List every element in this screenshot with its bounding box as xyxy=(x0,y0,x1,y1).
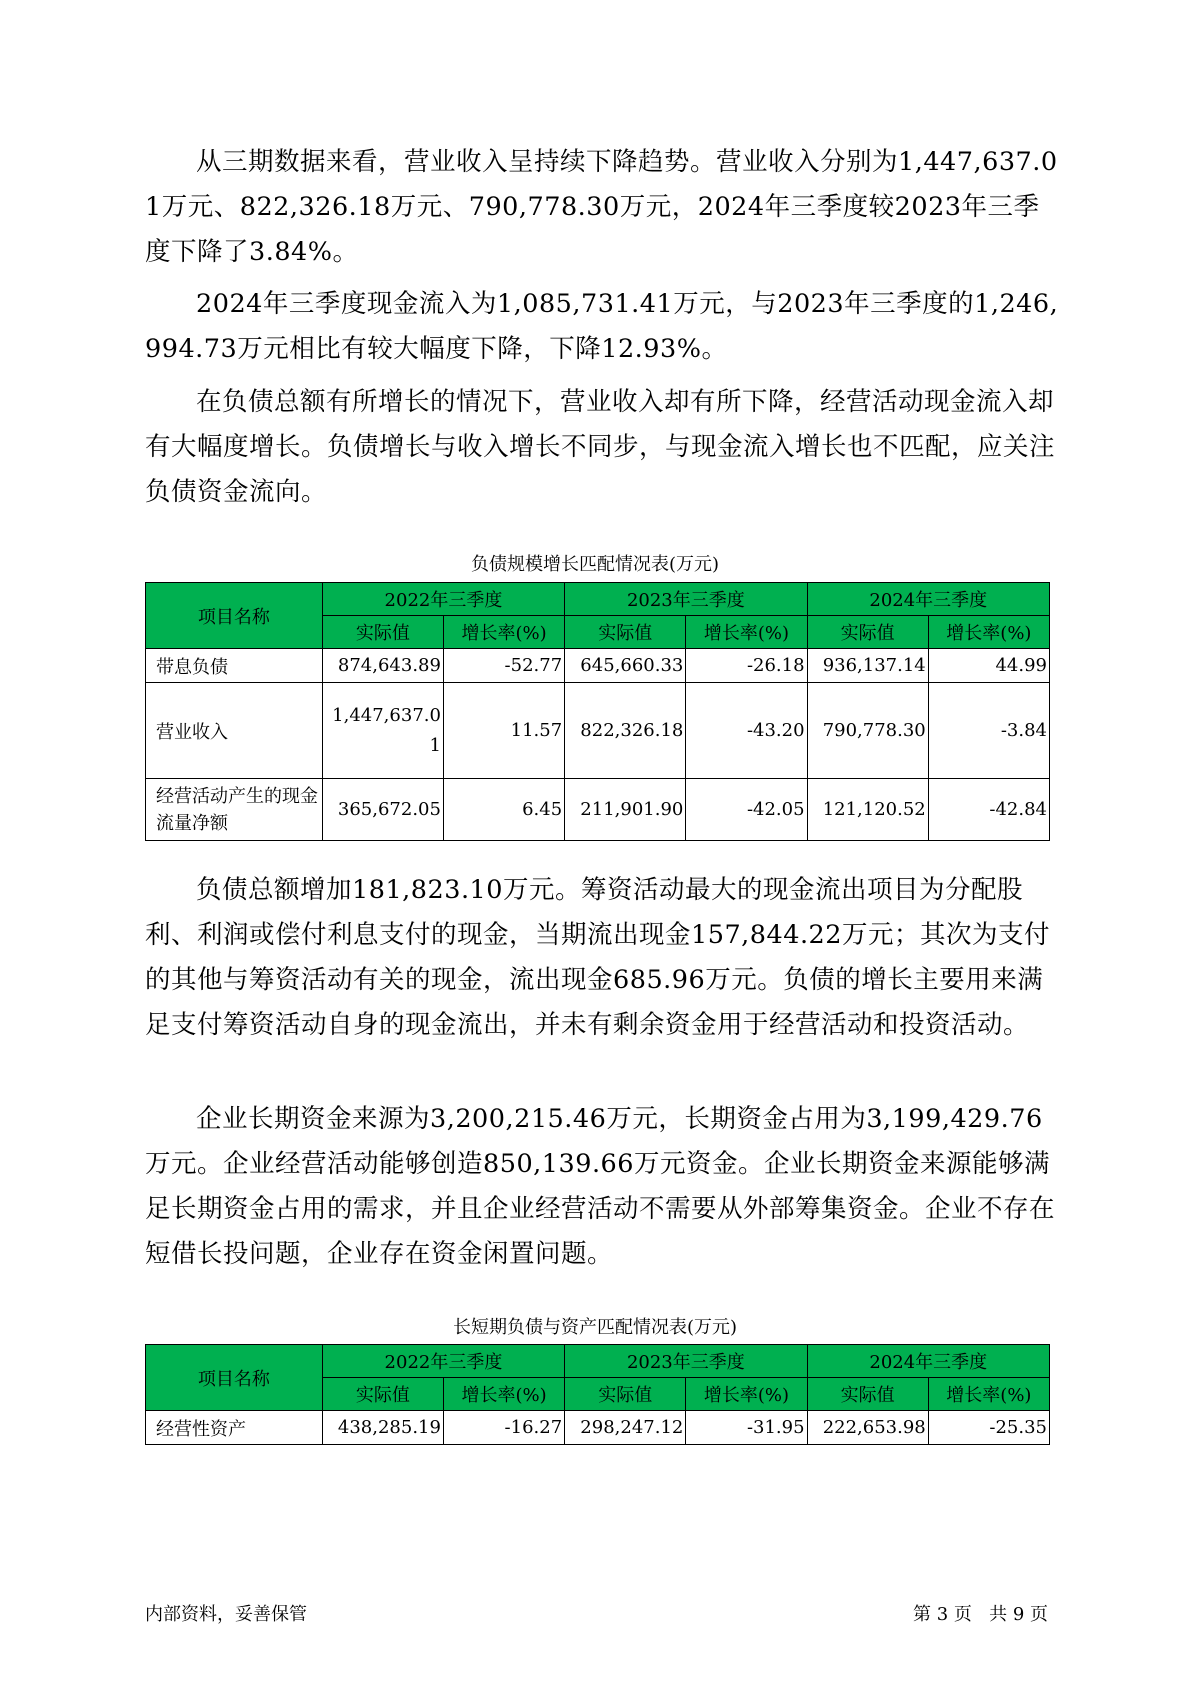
header-actual: 实际值 xyxy=(565,616,686,649)
cell-value: -52.77 xyxy=(443,649,564,683)
footer-page-number: 第 3 页 共 9 页 xyxy=(913,1604,1048,1625)
header-period-2022: 2022年三季度 xyxy=(322,583,564,616)
liability-asset-match-table xyxy=(145,1344,1050,1445)
header-actual: 实际值 xyxy=(807,1378,928,1411)
cell-value: 790,778.30 xyxy=(807,683,928,779)
header-item-name: 项目名称 xyxy=(146,1345,323,1411)
liability-growth-table xyxy=(145,582,1050,841)
paragraph-financing-outflow: 负债总额增加181,823.10万元。筹资活动最大的现金流出项目为分配股利、利润或偿付利息支付的现金，当期流出现金157,844.22万元；其次为支付的其他与筹资活动有关的现金，流出现金685.96万元。负债的增长主要用来满足支付筹资活动自身的现金流出，并未有剩余资金用于经营活动和投资活动。 xyxy=(145,875,1051,1040)
header-period-2024: 2024年三季度 xyxy=(807,1345,1049,1378)
row-name: 营业收入 xyxy=(146,683,323,779)
cell-value: -43.20 xyxy=(686,683,807,779)
cell-value: 211,901.90 xyxy=(565,779,686,841)
header-growth: 增长率(%) xyxy=(686,1378,807,1411)
paragraph-revenue-trend: 从三期数据来看，营业收入呈持续下降趋势。营业收入分别为1,447,637.01万元、822,326.18万元、790,778.30万元，2024年三季度较2023年三季度下降了3.84%。 xyxy=(145,147,1058,267)
header-actual: 实际值 xyxy=(565,1378,686,1411)
header-actual: 实际值 xyxy=(322,616,443,649)
cell-value: 1,447,637.01 xyxy=(322,683,443,779)
header-period-2024: 2024年三季度 xyxy=(807,583,1049,616)
header-actual: 实际值 xyxy=(322,1378,443,1411)
cell-value: 44.99 xyxy=(928,649,1049,683)
row-name: 经营活动产生的现金流量净额 xyxy=(146,779,323,841)
cell-value: -42.05 xyxy=(686,779,807,841)
row-name: 带息负债 xyxy=(146,649,323,683)
paragraph-liability-mismatch: 在负债总额有所增长的情况下，营业收入却有所下降，经营活动现金流入却有大幅度增长。负债增长与收入增长不同步，与现金流入增长也不匹配，应关注负债资金流向。 xyxy=(145,387,1056,507)
cell-value: 936,137.14 xyxy=(807,649,928,683)
cell-value: 438,285.19 xyxy=(322,1411,443,1445)
cell-value: 6.45 xyxy=(443,779,564,841)
paragraph-long-term-funds: 企业长期资金来源为3,200,215.46万元，长期资金占用为3,199,429.76万元。企业经营活动能够创造850,139.66万元资金。企业长期资金来源能够满足长期资金占用的需求，并且企业经营活动不需要从外部筹集资金。企业不存在短借长投问题，企业存在资金闲置问题。 xyxy=(145,1104,1056,1269)
footer-confidential-note: 内部资料，妥善保管 xyxy=(145,1604,307,1625)
cell-value: 645,660.33 xyxy=(565,649,686,683)
table1-caption: 负债规模增长匹配情况表(万元) xyxy=(470,554,720,575)
paragraph-cash-inflow: 2024年三季度现金流入为1,085,731.41万元，与2023年三季度的1,246,994.73万元相比有较大幅度下降，下降12.93%。 xyxy=(145,289,1059,364)
header-growth: 增长率(%) xyxy=(928,616,1049,649)
cell-value: 222,653.98 xyxy=(807,1411,928,1445)
header-growth: 增长率(%) xyxy=(928,1378,1049,1411)
header-period-2022: 2022年三季度 xyxy=(322,1345,564,1378)
table2-caption: 长短期负债与资产匹配情况表(万元) xyxy=(452,1317,738,1338)
header-growth: 增长率(%) xyxy=(443,1378,564,1411)
row-name: 经营性资产 xyxy=(146,1411,323,1445)
cell-value: -3.84 xyxy=(928,683,1049,779)
cell-value: 298,247.12 xyxy=(565,1411,686,1445)
header-growth: 增长率(%) xyxy=(443,616,564,649)
cell-value: -42.84 xyxy=(928,779,1049,841)
table-row xyxy=(146,649,1050,683)
table-row xyxy=(146,683,1050,779)
cell-value: 874,643.89 xyxy=(322,649,443,683)
cell-value: -16.27 xyxy=(443,1411,564,1445)
cell-value: -26.18 xyxy=(686,649,807,683)
table-row xyxy=(146,779,1050,841)
header-period-2023: 2023年三季度 xyxy=(565,1345,807,1378)
header-item-name: 项目名称 xyxy=(146,583,323,649)
cell-value: 822,326.18 xyxy=(565,683,686,779)
cell-value: 11.57 xyxy=(443,683,564,779)
header-period-2023: 2023年三季度 xyxy=(565,583,807,616)
cell-value: 365,672.05 xyxy=(322,779,443,841)
cell-value: -31.95 xyxy=(686,1411,807,1445)
header-actual: 实际值 xyxy=(807,616,928,649)
cell-value: 121,120.52 xyxy=(807,779,928,841)
header-growth: 增长率(%) xyxy=(686,616,807,649)
cell-value: -25.35 xyxy=(928,1411,1049,1445)
table-row xyxy=(146,1411,1050,1445)
